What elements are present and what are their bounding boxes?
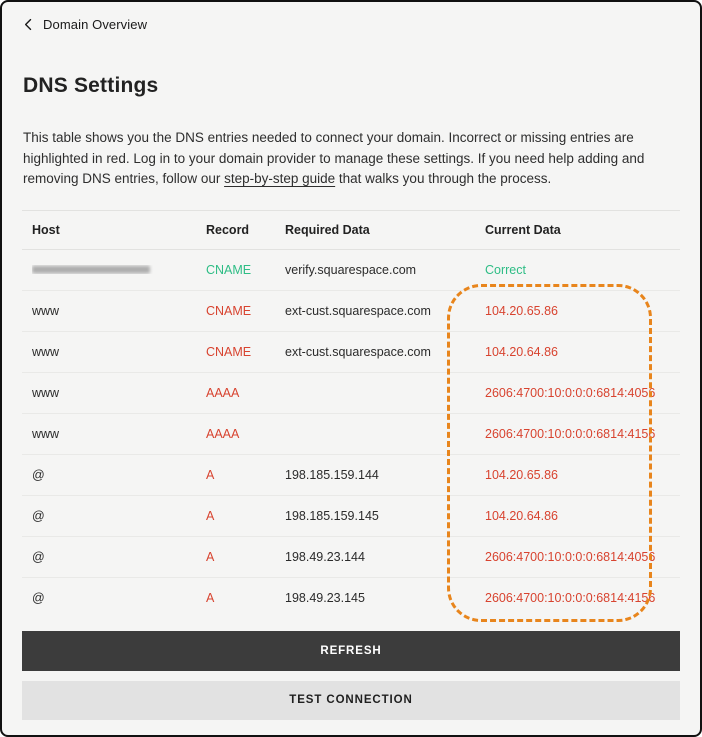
required-cell: verify.squarespace.com: [285, 262, 417, 277]
table-row: [22, 537, 680, 578]
table-header-row: [22, 210, 680, 250]
host-cell: www: [32, 426, 60, 441]
current-cell: 2606:4700:10:0:0:0:6814:4156: [485, 426, 656, 441]
current-cell: 104.20.65.86: [485, 303, 558, 318]
record-cell: A: [206, 549, 215, 564]
required-cell: 198.185.159.145: [285, 508, 379, 523]
table-row: [22, 291, 680, 332]
current-cell: 2606:4700:10:0:0:0:6814:4056: [485, 549, 656, 564]
record-cell: A: [206, 467, 215, 482]
back-to-domain-overview[interactable]: [22, 15, 147, 33]
required-cell: 198.49.23.145: [285, 591, 365, 605]
host-cell: www: [32, 344, 60, 359]
current-cell: 104.20.64.86: [485, 344, 558, 359]
table-row: [22, 332, 680, 373]
record-cell: A: [206, 508, 215, 523]
host-cell: @: [32, 508, 45, 523]
record-cell: AAAA: [206, 385, 240, 400]
column-header-record: Record: [206, 222, 250, 237]
table-row: [22, 250, 680, 291]
table-row: [22, 373, 680, 414]
table-row: [22, 455, 680, 496]
required-cell: ext-cust.squarespace.com: [285, 303, 431, 318]
test-connection-button[interactable]: TEST CONNECTION: [22, 681, 680, 720]
column-header-required-data: Required Data: [285, 222, 370, 237]
required-cell: 198.185.159.144: [285, 467, 379, 482]
record-cell: CNAME: [206, 303, 252, 318]
refresh-button[interactable]: REFRESH: [22, 631, 680, 671]
host-cell: @: [32, 549, 45, 564]
host-cell: @: [32, 467, 45, 482]
current-cell: 2606:4700:10:0:0:0:6814:4056: [485, 385, 656, 400]
host-cell: www: [32, 385, 60, 400]
column-header-host: Host: [32, 222, 60, 237]
current-cell: Correct: [485, 262, 526, 277]
record-cell: AAAA: [206, 426, 240, 441]
current-cell: 104.20.64.86: [485, 508, 558, 523]
host-cell: [32, 265, 206, 274]
host-cell: www: [32, 303, 60, 318]
dns-table-body: [22, 250, 680, 619]
current-cell: 104.20.65.86: [485, 467, 558, 482]
redacted-host-value: [32, 265, 150, 274]
table-row: [22, 414, 680, 455]
required-cell: 198.49.23.144: [285, 549, 365, 564]
page-title: DNS Settings: [23, 74, 159, 97]
description-before-link: This table shows you the DNS entries needed to connect your domain. Incorrect or missing entries are highlighted in red. Log in to your domain provider to manage these settings. If you need help adding and removing DNS entries, follow our: [23, 130, 645, 186]
description-after-link: that walks you through the process.: [335, 171, 552, 186]
record-cell: CNAME: [206, 344, 252, 359]
description-text: [23, 128, 683, 190]
dns-records-table: [22, 210, 680, 619]
host-cell: @: [32, 591, 45, 605]
record-cell: CNAME: [206, 262, 252, 277]
current-cell: 2606:4700:10:0:0:0:6814:4156: [485, 591, 656, 605]
table-row: [22, 496, 680, 537]
required-cell: ext-cust.squarespace.com: [285, 344, 431, 359]
column-header-current-data: Current Data: [485, 222, 561, 237]
back-label: Domain Overview: [43, 16, 148, 32]
table-row: [22, 578, 680, 619]
step-by-step-guide-link[interactable]: step-by-step guide: [224, 171, 336, 186]
back-chevron-icon: [22, 18, 35, 31]
record-cell: A: [206, 591, 215, 605]
